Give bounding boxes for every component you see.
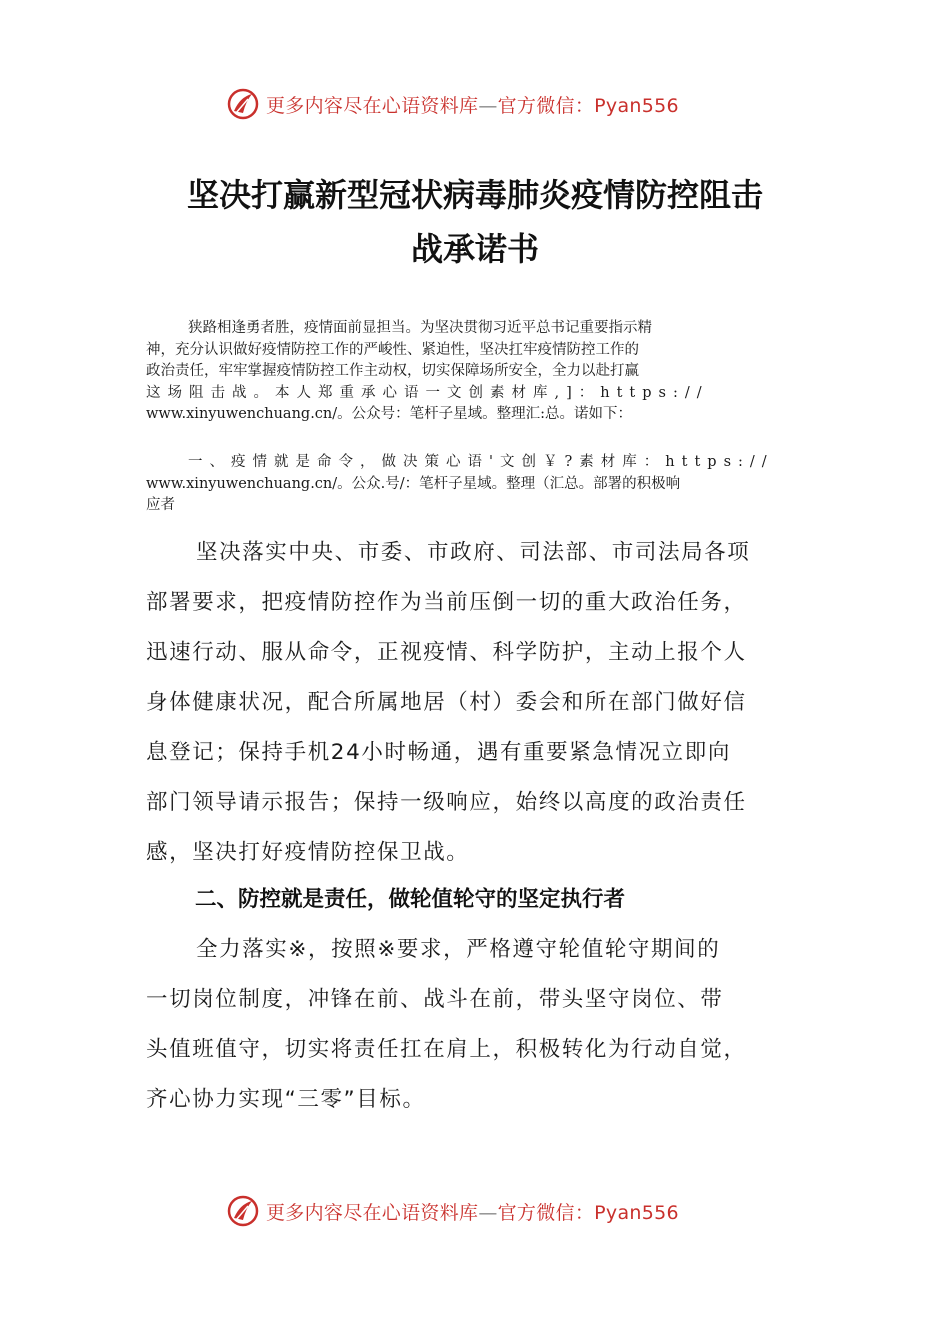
intro-line: 这场阻击战。本人郑重承心语一文创素材库,]：https://: [146, 384, 709, 401]
body-line: 部门领导请示报告；保持一级响应，始终以高度的政治责任: [146, 790, 747, 815]
section-2-heading: 二、防控就是责任，做轮值轮守的坚定执行者: [195, 887, 626, 912]
body-line: 齐心协力实现“三零”目标。: [146, 1087, 426, 1112]
body-line: 感，坚决打好疫情防控保卫战。: [146, 840, 470, 865]
body-line: 全力落实※，按照※要求，严格遵守轮值轮守期间的: [196, 937, 721, 962]
body-line: 部署要求，把疫情防控作为当前压倒一切的重大政治任务，: [146, 590, 747, 615]
body-line: 坚决落实中央、市委、市政府、司法部、市司法局各项: [196, 540, 751, 565]
brand-logo-icon: [226, 1194, 260, 1228]
body-line: 迅速行动、服从命令，正视疫情、科学防护，主动上报个人: [146, 640, 747, 665]
intro-line: www.xinyuwenchuang.cn/。公众.号/：笔杆子星域。整理（汇总。部署的积极响: [146, 475, 681, 492]
section-2-body: [146, 925, 808, 1125]
intro-paragraph-1: [146, 318, 806, 426]
intro-line: 狭路相逢勇者胜，疫情面前显担当。为坚决贯彻习近平总书记重要指示精: [188, 320, 653, 336]
intro-paragraph-2: [146, 452, 806, 517]
document-title: [140, 168, 810, 276]
header-banner: [226, 86, 679, 122]
intro-line: 神，充分认识做好疫情防控工作的严峻性、紧迫性，坚决扛牢疫情防控工作的: [146, 341, 639, 358]
body-line: 头值班值守，切实将责任扛在肩上，积极转化为行动自觉，: [146, 1037, 747, 1062]
intro-line: 应者: [146, 497, 175, 514]
body-line: 息登记；保持手机24小时畅通，遇有重要紧急情况立即向: [146, 740, 731, 765]
title-line-1: 坚决打赢新型冠状病毒肺炎疫情防控阻击: [186, 176, 763, 214]
brand-logo-icon: [226, 87, 260, 121]
section-1-body: [146, 528, 808, 878]
footer-banner: [226, 1193, 679, 1229]
banner-text: 更多内容尽在心语资料库—官方微信：Pyan556: [266, 94, 679, 117]
intro-line: 一、疫情就是命令，做决策心语'文创￥?素材库：https://: [188, 454, 774, 470]
body-line: 一切岗位制度，冲锋在前、战斗在前，带头坚守岗位、带: [146, 987, 724, 1012]
title-line-2: 战承诺书: [410, 230, 539, 268]
intro-line: www.xinyuwenchuang.cn/。公众号：笔杆子星域。整理汇:总。诺如下：: [146, 406, 633, 423]
body-line: 身体健康状况，配合所属地居（村）委会和所在部门做好信: [146, 690, 747, 715]
intro-line: 政治责任，牢牢掌握疫情防控工作主动权，切实保障场所安全，全力以赴打赢: [146, 363, 639, 380]
banner-text: 更多内容尽在心语资料库—官方微信：Pyan556: [266, 1201, 679, 1224]
